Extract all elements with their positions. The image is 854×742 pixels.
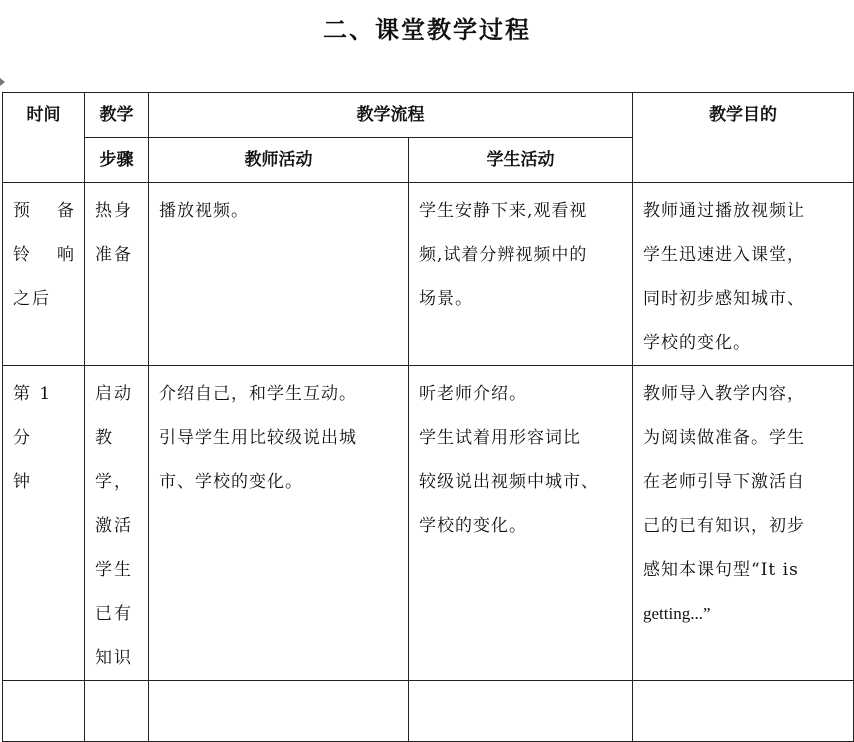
cell-purpose: [633, 681, 854, 742]
cell-line: 钟: [13, 472, 32, 492]
cell-line: 介绍自己，和学生互动。: [159, 384, 357, 404]
cell-line: 启动: [95, 384, 133, 404]
cell-teacher: [149, 681, 409, 742]
cell-student: [409, 366, 633, 681]
cell-student: [409, 183, 633, 366]
cell-line: 己的已有知识，初步: [643, 516, 805, 536]
cell-step: [85, 183, 149, 366]
cell-line: 学生试着用形容词比: [419, 428, 581, 448]
lesson-process-table: [2, 92, 854, 742]
cell-line: 教师导入教学内容，: [643, 384, 805, 404]
cell-line: 学生迅速进入课堂，: [643, 245, 805, 265]
cell-line: 之后: [13, 289, 51, 309]
paragraph-marker-icon: [0, 78, 5, 86]
cell-line: 场景。: [419, 289, 473, 309]
cell-line: 为阅读做准备。学生: [643, 428, 805, 448]
cell-time: [3, 183, 85, 366]
header-purpose: 教学目的: [633, 93, 854, 183]
cell-line: 频,试着分辨视频中的: [419, 245, 588, 265]
cell-line: 学，: [95, 472, 133, 492]
cell-student: [409, 681, 633, 742]
header-time: 时间: [3, 93, 85, 183]
cell-line: 同时初步感知城市、: [643, 289, 805, 309]
cell-line: 已有: [95, 604, 133, 624]
cell-line: 学校的变化。: [643, 333, 751, 353]
header-steps-line1: 教学: [85, 93, 149, 138]
table-header-row: [3, 93, 854, 138]
cell-line: 学校的变化。: [419, 516, 527, 536]
cell-line: 激活: [95, 516, 133, 536]
header-teacher: 教师活动: [149, 138, 409, 183]
cell-line: 学生: [95, 560, 133, 580]
header-steps-line2: 步骤: [85, 138, 149, 183]
cell-line: 教: [95, 428, 114, 448]
cell-purpose: [633, 183, 854, 366]
table-row: [3, 183, 854, 366]
cell-line: 市、学校的变化。: [159, 472, 303, 492]
page-title: 二、课堂教学过程: [323, 15, 531, 44]
cell-line: 预 备: [13, 201, 76, 221]
cell-step: [85, 366, 149, 681]
cell-time: [3, 681, 85, 742]
table-row: [3, 366, 854, 681]
cell-line: getting...”: [643, 604, 711, 623]
header-flow: 教学流程: [149, 93, 633, 138]
cell-line: 引导学生用比较级说出城: [159, 428, 357, 448]
cell-line: 听老师介绍。: [419, 384, 527, 404]
cell-line: 在老师引导下激活自: [643, 472, 805, 492]
cell-line: 第 1 分: [13, 384, 53, 448]
cell-line: 播放视频。: [159, 201, 249, 221]
cell-teacher: [149, 366, 409, 681]
cell-teacher: [149, 183, 409, 366]
cell-line: 感知本课句型“It is: [643, 560, 799, 580]
cell-step: [85, 681, 149, 742]
cell-line: 教师通过播放视频让: [643, 201, 805, 221]
cell-line: 热身: [95, 201, 133, 221]
header-student: 学生活动: [409, 138, 633, 183]
cell-line: 铃 响: [13, 245, 76, 265]
cell-purpose: [633, 366, 854, 681]
cell-time: [3, 366, 85, 681]
cell-line: 较级说出视频中城市、: [419, 472, 599, 492]
cell-line: 准备: [95, 245, 133, 265]
cell-line: 学生安静下来,观看视: [419, 201, 588, 221]
cell-line: 知识: [95, 648, 133, 668]
table-row-partial: [3, 681, 854, 742]
